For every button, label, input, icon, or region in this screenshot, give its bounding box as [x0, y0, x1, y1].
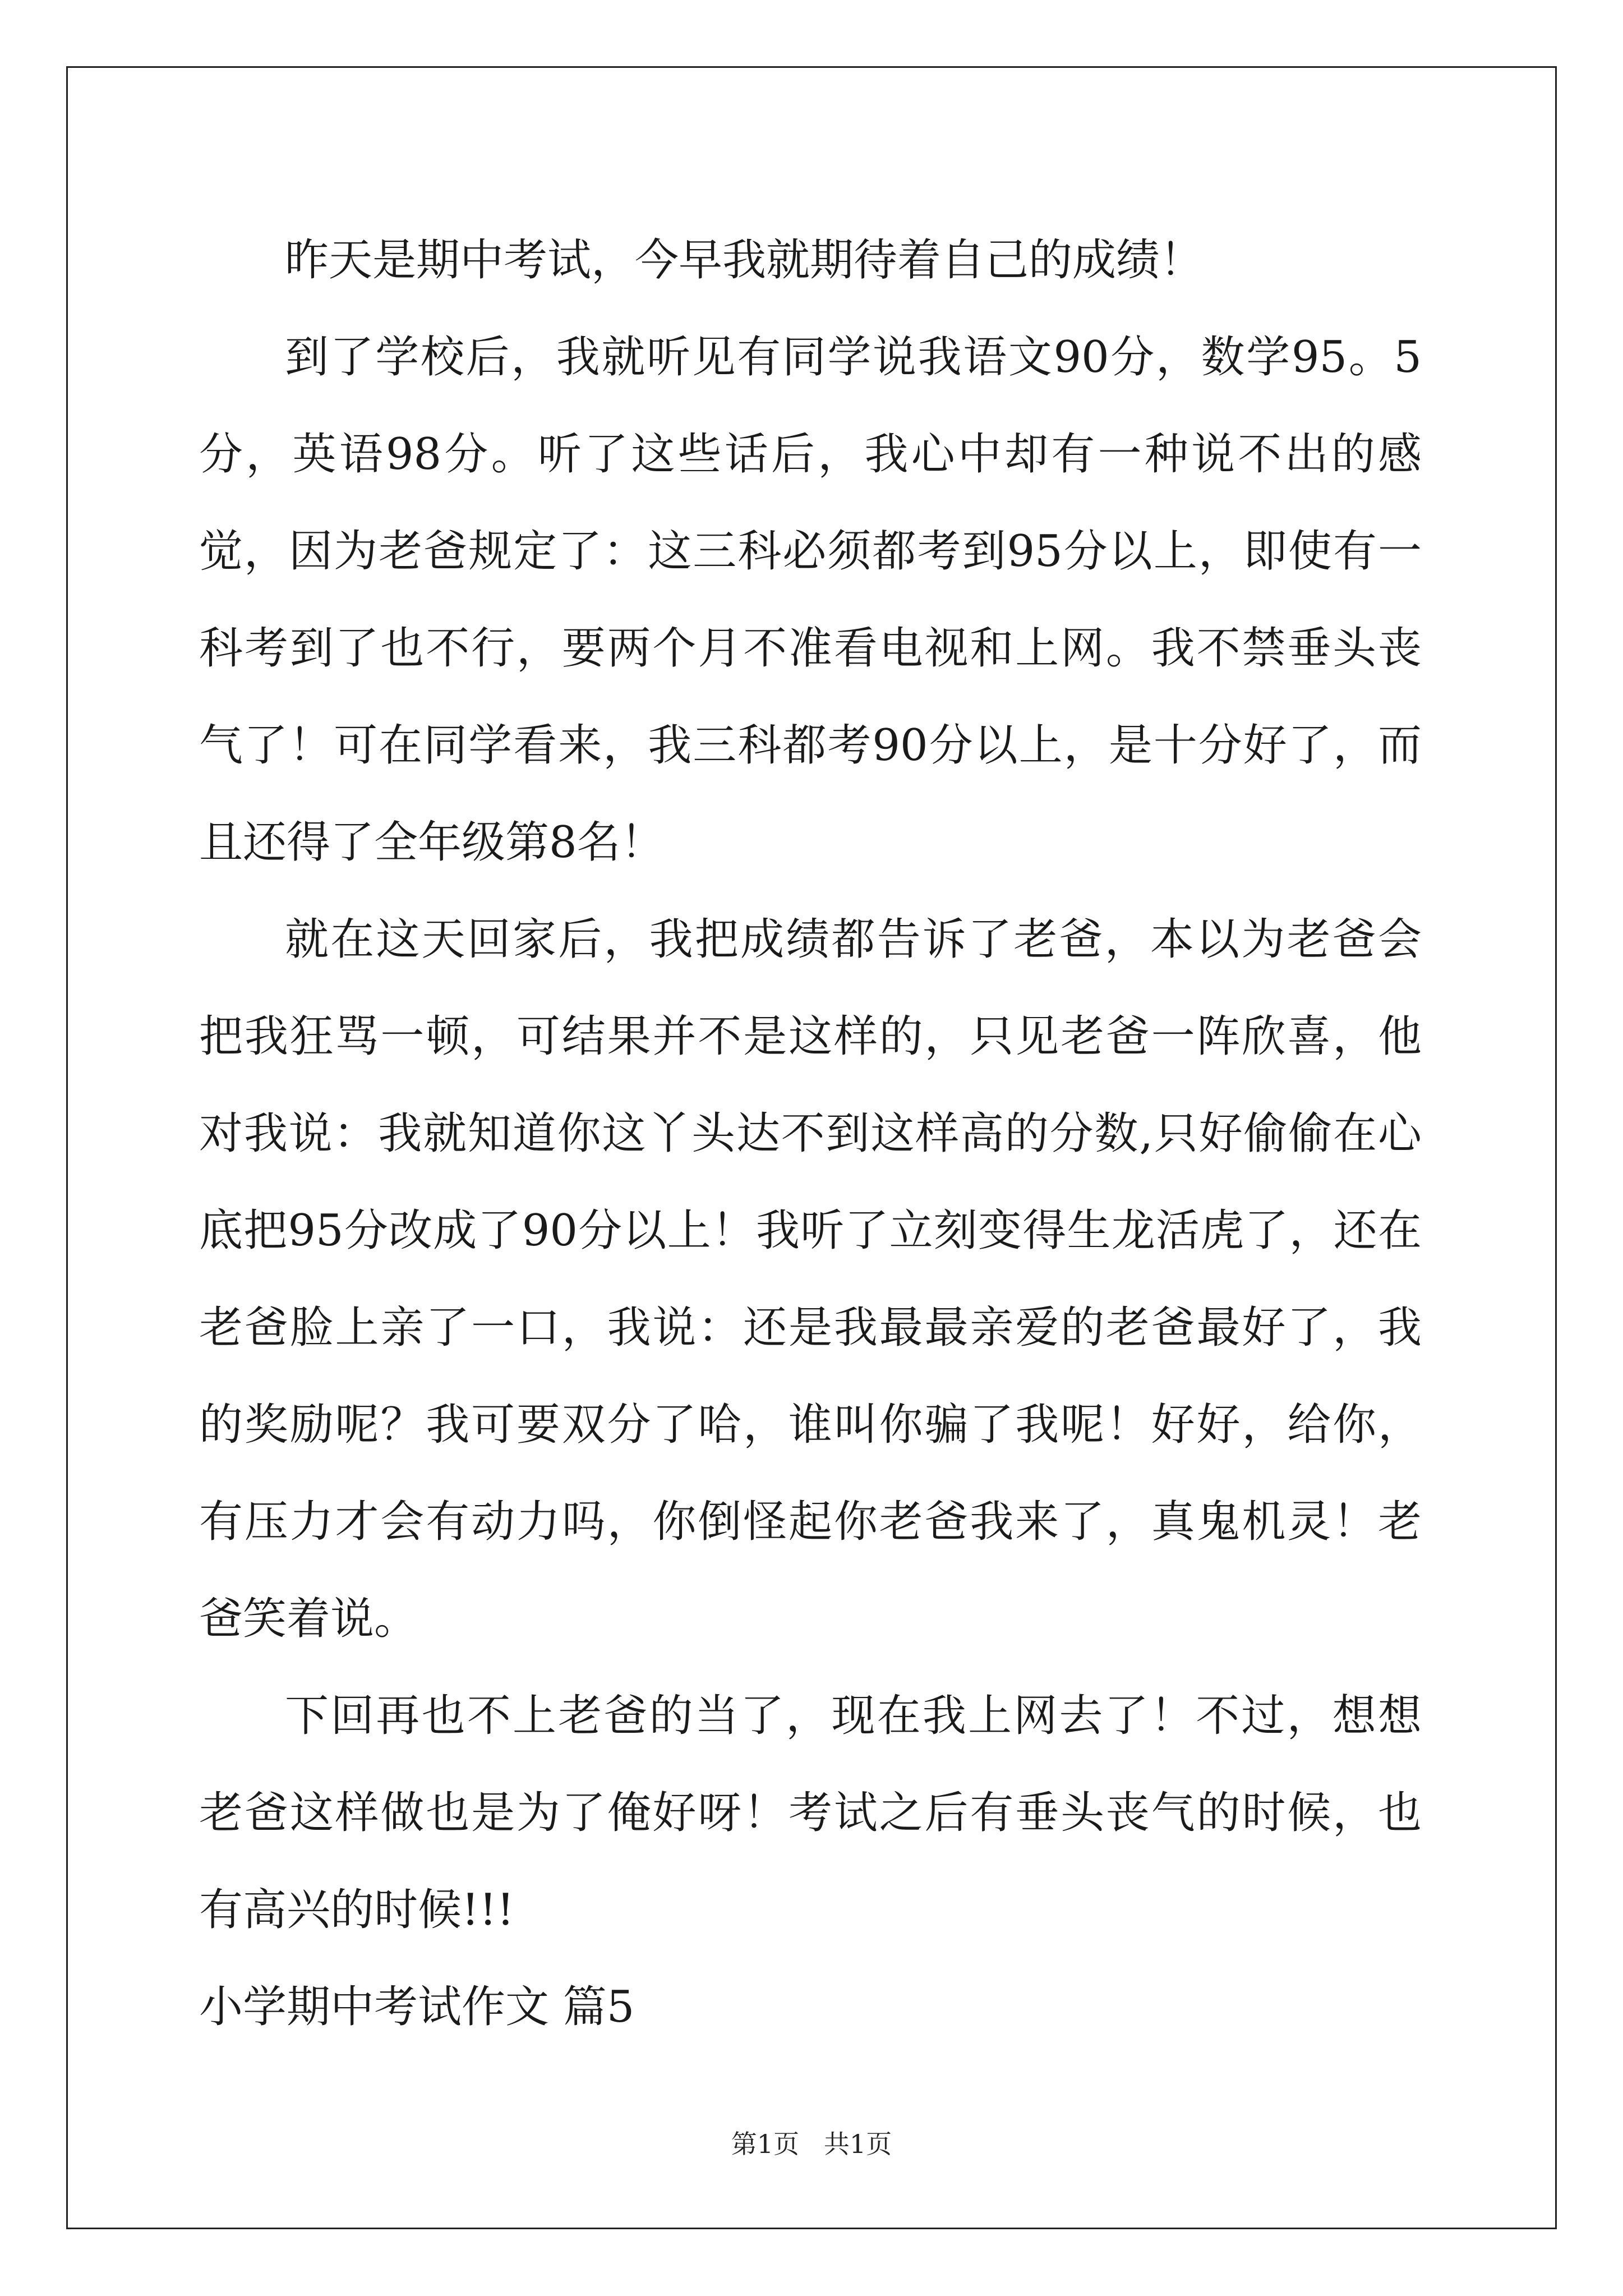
essay-paragraph-3: 就在这天回家后，我把成绩都告诉了老爸，本以为老爸会把我狂骂一顿，可结果并不是这样的，只见老爸一阵欣喜，他对我说：我就知道你这丫头达不到这样高的分数,只好偷偷在心底把95分改成了90分以上！我听了立刻变得生龙活虎了，还在老爸脸上亲了一口，我说：还是我最最亲爱的老爸最好了，我的奖励呢？我可要双分了哈，谁叫你骗了我呢！好好，给你，有压力才会有动力吗，你倒怪起你老爸我来了，真鬼机灵！老爸笑着说。 — [199, 914, 1422, 1644]
essay-paragraph-2: 到了学校后，我就听见有同学说我语文90分，数学95。5分，英语98分。听了这些话后，我心中却有一种说不出的感觉，因为老爸规定了：这三科必须都考到95分以上，即使有一科考到了也不行，要两个月不准看电视和上网。我不禁垂头丧气了！可在同学看来，我三科都考90分以上，是十分好了，而且还得了全年级第8名！ — [199, 332, 1422, 868]
essay-paragraph-1: 昨天是期中考试，今早我就期待着自己的成绩！ — [285, 235, 1204, 286]
next-essay-heading: 小学期中考试作文 篇5 — [199, 1982, 635, 2032]
essay-body — [199, 212, 1422, 2056]
essay-paragraph-4: 下回再也不上老爸的当了，现在我上网去了！不过，想想老爸这样做也是为了俺好呀！考试之后有垂头丧气的时候，也有高兴的时候!!! — [199, 1691, 1422, 1935]
page-number-footer: 第1页 共1页 — [731, 2129, 892, 2159]
